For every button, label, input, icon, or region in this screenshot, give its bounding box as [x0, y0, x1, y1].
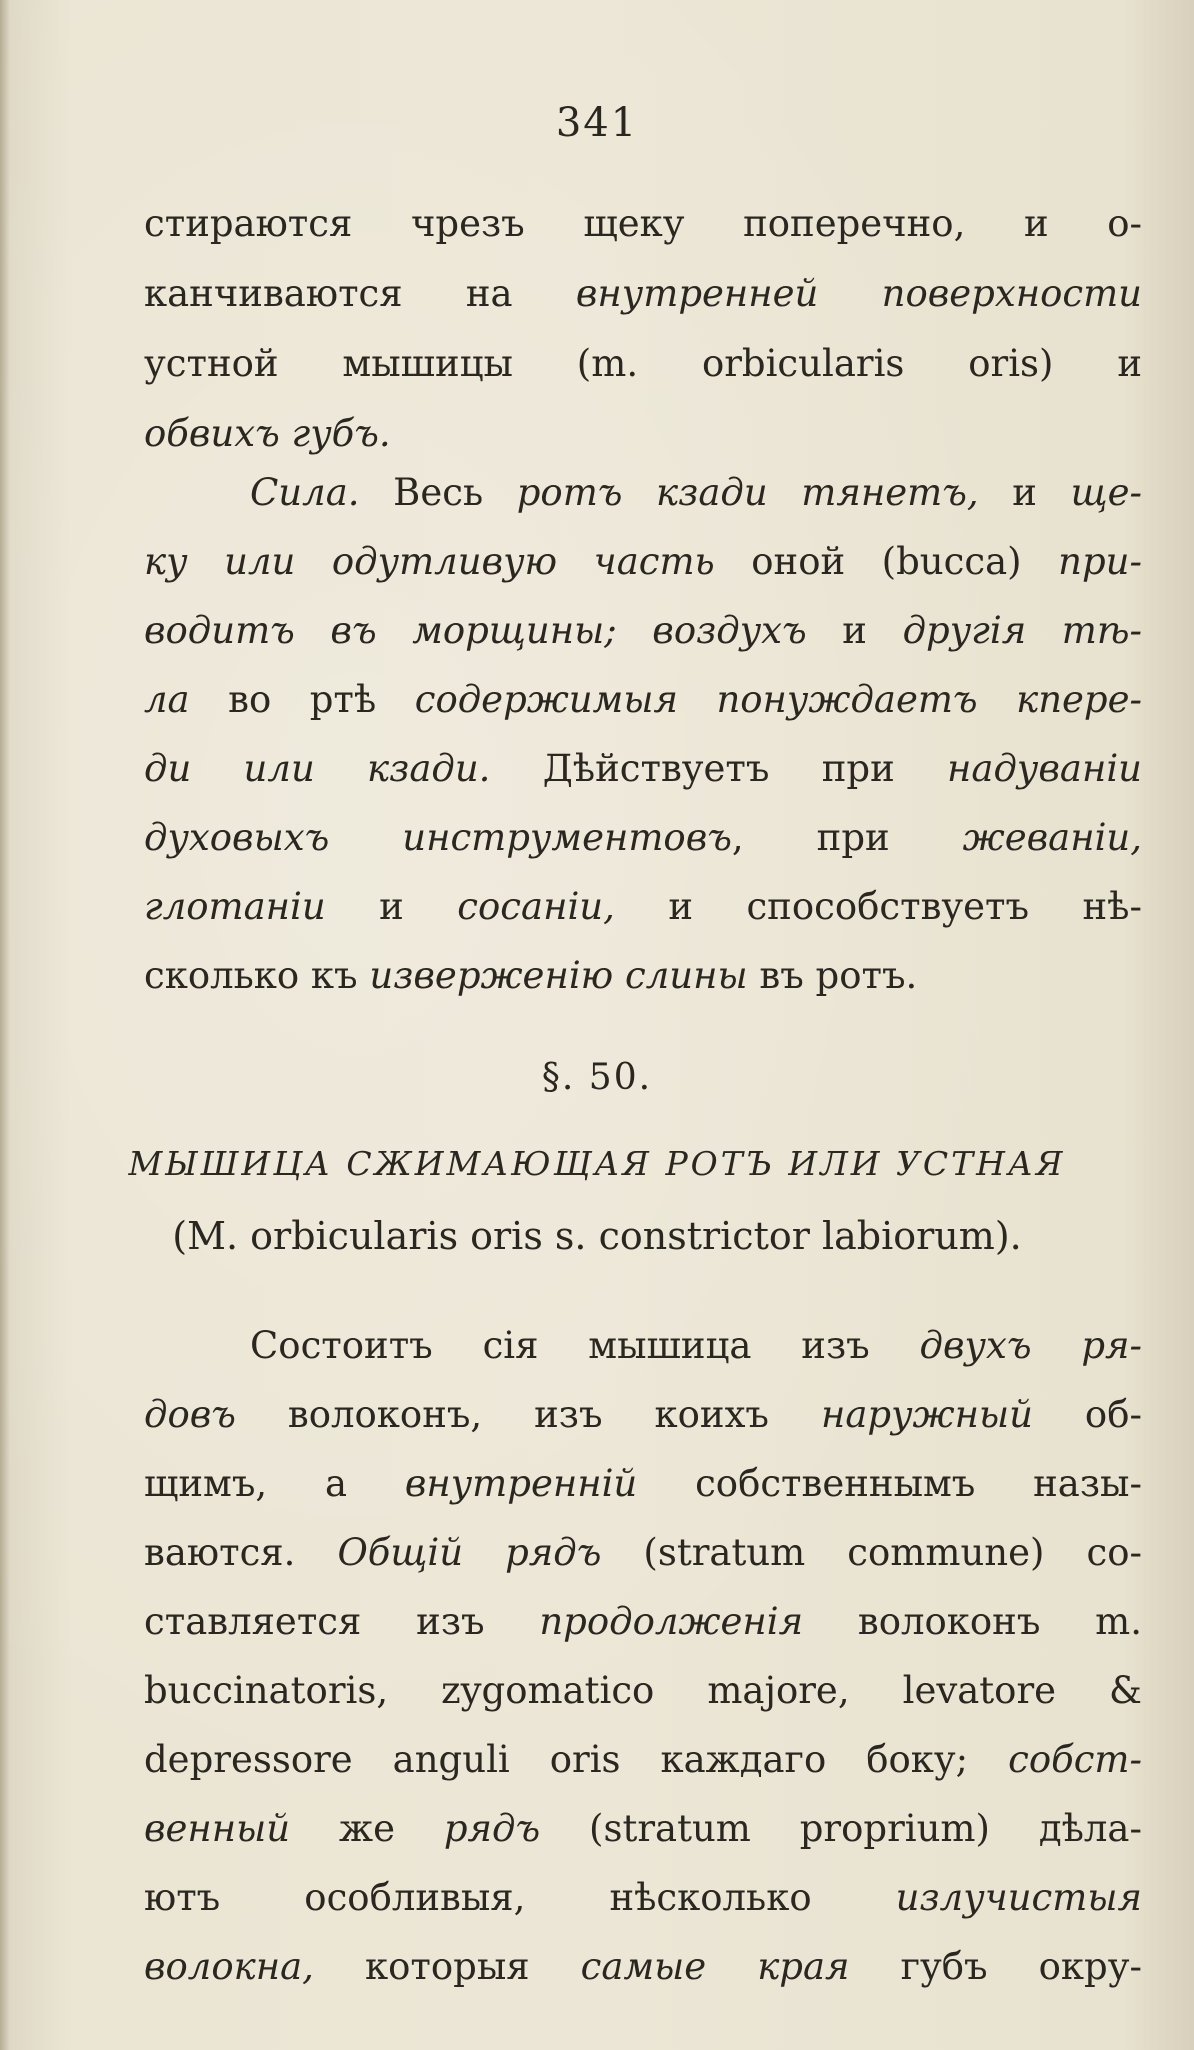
text-run: стираются чрезъ щеку поперечно, и о-: [144, 202, 1142, 245]
text-line: [144, 530, 1142, 594]
text-line: [144, 875, 1142, 939]
italic-text: волокна,: [144, 1945, 314, 1988]
italic-text: изверженію слины: [369, 954, 748, 997]
italic-text: сосаніи,: [457, 885, 615, 928]
italic-text: ла: [144, 678, 190, 721]
text-run: волоконъ m.: [803, 1600, 1143, 1643]
italic-text: продолженія: [539, 1600, 804, 1643]
italic-text: водитъ въ морщины;: [144, 609, 617, 652]
text-run: (stratum proprium) дѣла-: [540, 1807, 1142, 1850]
text-run: оной (bucca): [714, 540, 1059, 583]
italic-text: ще-: [1070, 471, 1142, 514]
text-line: [144, 599, 1142, 663]
italic-text: рядъ: [443, 1807, 541, 1850]
italic-text: излучистыя: [895, 1876, 1142, 1919]
page-number: 341: [555, 100, 639, 146]
text-line: [144, 1866, 1142, 1930]
text-run: , при: [731, 816, 963, 859]
italic-text: содержимыя понуждаетъ кпере-: [414, 678, 1143, 721]
italic-text: внутренней поверхности: [575, 272, 1142, 315]
text-run: волоконъ, изъ коихъ: [235, 1393, 821, 1436]
text-run: depressore anguli oris каждаго боку;: [144, 1738, 1009, 1781]
text-run: и способствуетъ нѣ-: [614, 885, 1142, 928]
text-line: [144, 262, 1142, 326]
text-run: щимъ, а: [144, 1462, 405, 1505]
text-run: во ртѣ: [189, 678, 415, 721]
section-title: МЫШИЦА СЖИМАЮЩАЯ РОТЪ ИЛИ УСТНАЯ: [128, 1144, 1066, 1183]
text-run: ставляется изъ: [144, 1600, 540, 1643]
text-line: [144, 1452, 1142, 1516]
text-line: [144, 1659, 1142, 1723]
text-run: Весь: [359, 471, 517, 514]
text-run: об-: [1032, 1393, 1142, 1436]
italic-text: Сила.: [250, 471, 360, 514]
italic-text: обвихъ губъ.: [144, 412, 391, 455]
text-run: и: [978, 471, 1071, 514]
italic-text: другія тѣ-: [902, 609, 1143, 652]
text-line: [144, 192, 1142, 256]
italic-text: при-: [1058, 540, 1142, 583]
text-run: Дѣйствуетъ при: [490, 747, 948, 790]
italic-text: довъ: [144, 1393, 236, 1436]
text-run: которыя: [313, 1945, 581, 1988]
text-line: [144, 1797, 1142, 1861]
italic-text: внутренній: [404, 1462, 638, 1505]
text-run: [617, 609, 653, 652]
italic-text: духовыхъ инструментовъ: [144, 816, 732, 859]
text-line: [144, 1383, 1142, 1447]
text-line: [144, 944, 1142, 1008]
italic-text: самые края: [580, 1945, 850, 1988]
text-run: Состоитъ сія мышица изъ: [250, 1324, 920, 1367]
text-run: губъ окру-: [849, 1945, 1142, 1988]
text-run: и: [806, 609, 903, 652]
italic-text: ротъ кзади тянетъ,: [516, 471, 979, 514]
text-run: же: [290, 1807, 444, 1850]
text-run: устной мышицы (m. orbicularis oris) и: [144, 342, 1142, 385]
text-line: [144, 332, 1142, 396]
text-line: [144, 668, 1142, 732]
text-line: [144, 1521, 1142, 1585]
text-line: [144, 737, 1142, 801]
text-run: (stratum commune) со-: [601, 1531, 1142, 1574]
italic-text: воздухъ: [652, 609, 807, 652]
italic-text: собст-: [1008, 1738, 1142, 1781]
text-line: [144, 1590, 1142, 1654]
page-edge-shadow: [0, 0, 10, 2050]
italic-text: жеваніи,: [962, 816, 1143, 859]
section-number: §. 50.: [541, 1057, 653, 1098]
text-line: [250, 1314, 1142, 1378]
text-line: [144, 402, 1142, 466]
text-run: ютъ особливыя, нѣсколько: [144, 1876, 896, 1919]
text-run: ваются.: [144, 1531, 338, 1574]
italic-text: глотаніи: [144, 885, 326, 928]
italic-text: ку или одутливую часть: [144, 540, 715, 583]
italic-text: венный: [144, 1807, 291, 1850]
italic-text: Общій рядъ: [337, 1531, 602, 1574]
text-line: [144, 1728, 1142, 1792]
italic-text: двухъ ря-: [919, 1324, 1142, 1367]
text-line: [144, 806, 1142, 870]
text-run: канчиваются на: [144, 272, 576, 315]
text-run: собственнымъ назы-: [637, 1462, 1142, 1505]
text-run: сколько къ: [144, 954, 370, 997]
text-line: [144, 1935, 1142, 1999]
text-line: [250, 461, 1142, 525]
text-run: въ ротъ.: [747, 954, 918, 997]
italic-text: наружный: [820, 1393, 1033, 1436]
text-run: buccinatoris, zygomatico majore, levatore &: [144, 1669, 1142, 1712]
italic-text: надуваніи: [947, 747, 1142, 790]
section-latin-name: (M. orbicularis oris s. constrictor labiorum).: [172, 1214, 1022, 1258]
text-run: и: [325, 885, 458, 928]
italic-text: ди или кзади.: [144, 747, 491, 790]
